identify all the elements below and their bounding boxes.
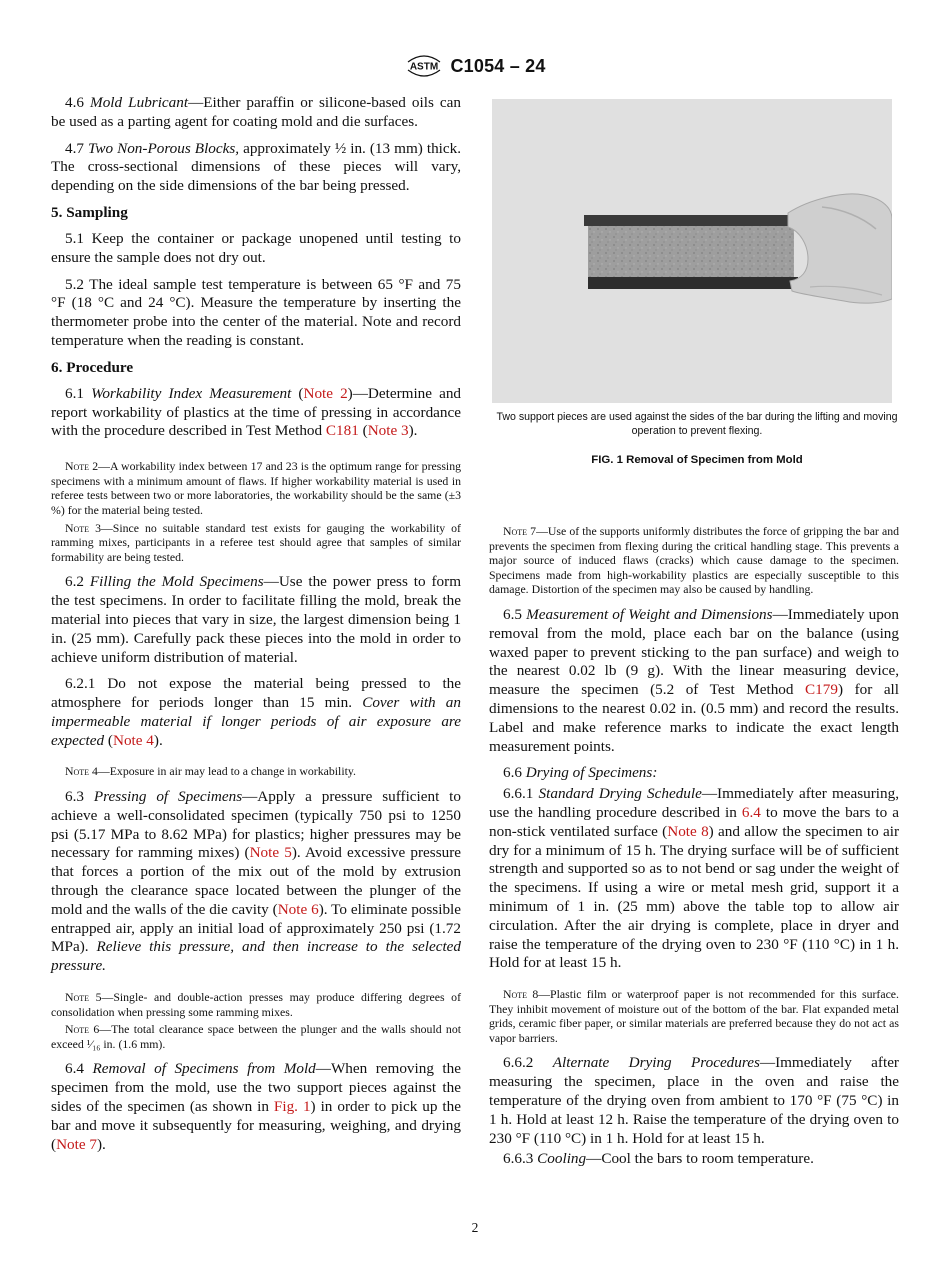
paragraph-6-6-3: 6.6.3 Cooling—Cool the bars to room temperature. [503, 1150, 814, 1168]
note-4: Note 4—Exposure in air may lead to a change in workability. [65, 764, 356, 779]
note-8: Note 8—Plastic film or waterproof paper is not recommended for this surface. They inhibit movement of moisture out of the bottom of the bar. Flat expanded metal grids, ceramic fiber paper, or similar materials are preferred because they do not act as vapor barriers. [489, 987, 899, 1045]
figure-1-caption: Two support pieces are used against the sides of the bar during the lifting and moving operation to prevent flexing. [496, 411, 898, 437]
paragraph-4-6: 4.6 Mold Lubricant—Either paraffin or silicone-based oils can be used as a parting agent for coating mold and die surfaces. [51, 94, 461, 130]
paragraph-5-1: 5.1 Keep the container or package unopened until testing to ensure the sample does not dry out. [51, 229, 461, 266]
paragraph-6-6-1: 6.6.1 Standard Drying Schedule—Immediately after measuring, use the handling procedure described in 6.4 to move the bars to a non-stick ventilated surface (Note 8) and allow the specimen to air dry for a minimum of 15 h. The drying surface will be of sufficient strength and supported so as to not bend or sag under the weight of the specimens. If using a wire or metal mesh grid, support it a minimum of 1 in. (25 mm) above the table top to allow air circulation. After the air drying is complete, place in dryer and raise the temperature of the drying oven to 230 °F (110 °C) in 1 h. Hold for at least 15 h. [489, 785, 900, 972]
note-3: Note 3—Since no suitable standard test exists for gauging the workability of ramming mixes, participants in a referee test should agree that samples of similar formability are being tested. [51, 520, 461, 564]
link-fig-1[interactable]: Fig. 1 [273, 1098, 311, 1116]
note-5: Note 5—Single- and double-action presses may produce differing degrees of consolidation when pressing some ramming mixes. [51, 990, 461, 1019]
link-note-5[interactable]: Note 5 [249, 844, 292, 862]
support-block-bottom [588, 277, 798, 289]
note-6: Note 6—The total clearance space between the plunger and the walls should not exceed ¹⁄₁₆ in. (1.6 mm). [51, 1022, 461, 1051]
paragraph-6-4: 6.4 Removal of Specimens from Mold—When removing the specimen from the mold, use the two support pieces against the sides of the specimen (as shown in Fig. 1) in order to pick up the bar and move it subsequently for measuring, weighing, and drying (Note 7). [51, 1060, 461, 1153]
link-note-3[interactable]: Note 3 [367, 422, 409, 440]
paragraph-5-2: 5.2 The ideal sample test temperature is between 65 °F and 75 °F (18 °C and 24 °C). Measure the temperature by inserting the thermometer probe into the center of the material. Note and record temperature when the reading is constant. [51, 275, 461, 349]
link-note-2[interactable]: Note 2 [303, 384, 348, 402]
link-note-7[interactable]: Note 7 [56, 1135, 97, 1153]
support-block-top [584, 215, 798, 226]
paragraph-6-2-1: 6.2.1 Do not expose the material being pressed to the atmosphere for periods longer than 15 min. Cover with an impermeable material if longer periods of air exposure are expected (Note 4). [51, 675, 461, 749]
paragraph-4-7: 4.7 Two Non-Porous Blocks, approximately ½ in. (13 mm) thick. The cross-sectional dimensions of these pieces will vary, depending on the side dimensions of the bar being pressed. [51, 139, 462, 195]
note-7: Note 7—Use of the supports uniformly distributes the force of gripping the bar and prevents the specimen from flexing during the critical handling stage. This prevents a major source of induced flaws (cracks) which cause damage to the specimen. Specimens made from high-workability plastics are especially susceptible to this damage. Distortion of the specimen may also be caused by handling. [489, 524, 899, 597]
paragraph-6-6-2: 6.6.2 Alternate Drying Procedures—Immediately after measuring the specimen, place in the oven and raise the temperature of the drying oven from ambient to 170 °F (75 °C) in 1 h. Hold at least 12 h. Raise the temperature of the drying oven to 230 °F (110 °C) in 1 h. Hold for at least 15 h. [489, 1054, 899, 1147]
link-note-8[interactable]: Note 8 [667, 822, 709, 840]
link-c179[interactable]: C179 [805, 681, 838, 699]
document-designation: C1054 – 24 [450, 55, 546, 76]
figure-1-photo [492, 99, 892, 403]
paragraph-6-2: 6.2 Filling the Mold Specimens—Use the power press to form the test specimens. In order to facilitate filling the mold, break the material into pieces that vary in size, the largest dimension being 1 in. (25 mm). Carefully pack these pieces into the mold in order to achieve uniform distribution of material. [51, 573, 462, 666]
section-heading-sampling: 5. Sampling [51, 203, 128, 221]
astm-logo [404, 52, 444, 80]
paragraph-6-1: 6.1 Workability Index Measurement (Note 2)—Determine and report workability of plastics at the time of pressing in accordance with the procedure described in Test Method C181 (Note 3). [51, 384, 462, 440]
astm-logo-text: ASTM [410, 61, 439, 73]
specimen-photo-illustration [492, 99, 892, 403]
page-header [0, 52, 950, 80]
note-2: Note 2—A workability index between 17 and 23 is the optimum range for pressing specimens with a minimum amount of flaws. If higher workability material is used in referee tests between two or more laboratories, the workability should be the same (±3 %) for the material being tested. [51, 459, 461, 517]
link-note-4[interactable]: Note 4 [112, 731, 154, 749]
paragraph-6-6: 6.6 Drying of Specimens: [503, 764, 658, 782]
left-column [51, 94, 461, 1162]
link-section-6-4[interactable]: 6.4 [741, 803, 761, 821]
paragraph-6-3: 6.3 Pressing of Specimens—Apply a pressure sufficient to achieve a well-consolidated specimen (typically 750 psi to 1250 psi (5.17 MPa to 8.62 MPa) for plastics; higher pressures may be necessary for ramming mixes) (Note 5). Avoid excessive pressure that forces a portion of the mix out of the mold by extrusion through the clearance space located between the plunger of the mold and the walls of the die cavity (Note 6). To eliminate possible entrapped air, apply an initial load of approximately 250 psi (1.72 MPa). Relieve this pressure, and then increase to the selected pressure. [51, 788, 462, 975]
section-heading-procedure: 6. Procedure [51, 358, 134, 376]
page-number: 2 [471, 1220, 479, 1235]
figure-1-title: FIG. 1 Removal of Specimen from Mold [591, 454, 803, 466]
link-c181[interactable]: C181 [325, 422, 359, 440]
right-column [489, 524, 899, 1177]
paragraph-6-5: 6.5 Measurement of Weight and Dimensions—Immediately upon removal from the mold, place each bar on the balance (using waxed paper to prevent sticking to the pan surface) and weigh to the nearest 0.02 lb (9 g). With the linear measuring device, measure the specimen (5.2 of Test Method C179) for all dimensions to the nearest 0.02 in. (0.5 mm) and record the results. Label and make reference marks to indicate the exact length measurement points. [489, 605, 899, 755]
link-note-6[interactable]: Note 6 [277, 900, 319, 918]
